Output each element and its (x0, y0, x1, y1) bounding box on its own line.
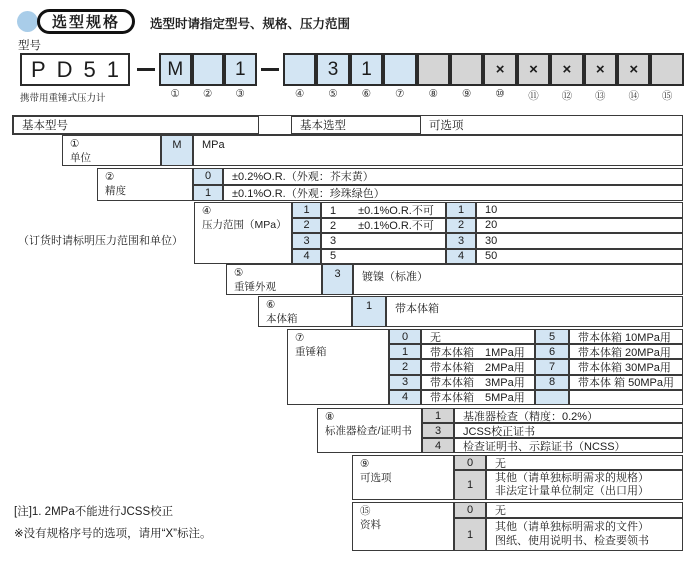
code-cell2-weight_case: 6 (535, 344, 569, 359)
code-cell2-pressure_range: 4 (446, 249, 476, 265)
row-label-weight_case (287, 329, 389, 405)
circled-number-12: ⑫ (561, 90, 573, 102)
value-cell-weight_case: 带本体箱 1MPa用 (421, 344, 535, 359)
value-cell-weight_case: 带本体箱 3MPa用 (421, 375, 535, 390)
value-cell-unit: MPa (193, 135, 683, 166)
value-cell-weight_case: 带本体箱 5MPa用 (421, 390, 535, 405)
circled-number-8: ⑧ (428, 88, 438, 100)
value-cell-pressure_range: 5 (321, 249, 446, 265)
row-title: 重锤外观 (234, 280, 276, 293)
code-cell-weight_case: 0 (389, 329, 421, 344)
value-cell-accuracy: ±0.1%O.R.（外观：珍珠绿色） (223, 185, 683, 202)
code-cell-weight_case: 3 (389, 375, 421, 390)
code-cell-documents: 0 (454, 502, 486, 518)
value-cell2-weight_case: 带本体箱 30MPa用 (569, 359, 683, 374)
header-basic-model: 基本型号 (13, 116, 259, 134)
model-base-code: PD51 (30, 56, 131, 82)
value-cell2-pressure_range: 50 (476, 249, 683, 265)
circled-number-10: ⑩ (495, 88, 505, 100)
model-code-box-14: × (617, 53, 650, 86)
row-number: ⑥ (266, 299, 276, 311)
row-number: ⑧ (325, 411, 335, 423)
model-code-box-2 (192, 53, 225, 86)
code-cell-weight_case: 1 (389, 344, 421, 359)
circled-number-11: ⑪ (528, 90, 539, 102)
value-cell-weight_case: 无 (421, 329, 535, 344)
circled-number-14: ⑭ (628, 90, 639, 102)
value-cell-options: 无 (486, 455, 683, 470)
code-cell2-weight_case (535, 390, 569, 405)
code-cell2-pressure_range: 2 (446, 218, 476, 234)
model-code-box-6: 1 (350, 53, 383, 86)
row-number: ⑨ (360, 458, 370, 470)
circled-number-13: ⑬ (595, 90, 606, 102)
order-note: （订货时请标明压力范围和单位） (18, 235, 183, 247)
header-basic-selection: 基本选型 (291, 116, 421, 134)
model-code-box-8 (417, 53, 450, 86)
model-label: 型号 (18, 40, 41, 52)
model-code-box-1: M (159, 53, 192, 86)
model-base-box (20, 53, 130, 86)
row-number: ⑮ (360, 505, 371, 517)
row-title: 重锤箱 (295, 345, 327, 358)
circled-number-3: ③ (235, 88, 245, 100)
value-cell-pressure_range: 1 ±0.1%O.R.不可 (321, 202, 446, 218)
code-cell-weight_case: 2 (389, 359, 421, 374)
model-code-box-13: × (584, 53, 617, 86)
value-cell2-weight_case: 带本体箱 10MPa用 (569, 329, 683, 344)
circled-number-7: ⑦ (395, 88, 405, 100)
row-number: ⑦ (295, 332, 305, 344)
row-title: 本体箱 (266, 312, 298, 325)
value-cell-pressure_range: 3 (321, 233, 446, 249)
value-cell-weight_finish: 镀镍（标准） (353, 264, 683, 295)
code-cell2-weight_case: 5 (535, 329, 569, 344)
model-code-box-9 (450, 53, 483, 86)
row-title: 可选项 (360, 471, 392, 484)
model-code-box-4 (283, 53, 316, 86)
value-cell-weight_case: 带本体箱 2MPa用 (421, 359, 535, 374)
model-dash-icon (137, 68, 155, 71)
value-cell2-pressure_range: 30 (476, 233, 683, 249)
circled-number-9: ⑨ (461, 88, 472, 100)
model-base-caption: 携带用重锤式压力计 (20, 93, 106, 104)
code-cell-options: 0 (454, 455, 486, 470)
value-cell2-pressure_range: 10 (476, 202, 683, 218)
section-badge (37, 9, 135, 34)
value-cell-documents: 无 (486, 502, 683, 518)
row-label-documents (352, 502, 454, 551)
code-cell2-weight_case: 8 (535, 375, 569, 390)
row-title: 标准器检查/证明书 (325, 424, 412, 437)
circled-number-6: ⑥ (361, 88, 372, 100)
circled-number-1: ① (170, 88, 180, 100)
value-cell2-weight_case (569, 390, 683, 405)
row-title: 精度 (105, 184, 126, 197)
row-label-main_case (258, 296, 352, 327)
code-cell2-pressure_range: 3 (446, 233, 476, 249)
header-options-label: 可选项 (429, 120, 464, 132)
code-cell-std_inspection: 4 (422, 438, 454, 453)
code-cell-std_inspection: 1 (422, 408, 454, 423)
model-code-box-3: 1 (224, 53, 257, 86)
code-cell-documents: 1 (454, 518, 486, 551)
code-cell-options: 1 (454, 470, 486, 500)
circled-number-2: ② (203, 88, 213, 100)
row-title: 单位 (70, 151, 91, 164)
table-header-band (12, 115, 683, 135)
row-number: ④ (202, 205, 212, 217)
circled-number-4: ④ (294, 88, 305, 100)
model-dash-icon (261, 68, 279, 71)
value-cell-std_inspection: JCSS校正证书 (454, 423, 683, 438)
value-cell2-pressure_range: 20 (476, 218, 683, 234)
circled-number-15: ⑮ (661, 90, 673, 102)
code-cell-weight_case: 4 (389, 390, 421, 405)
value-cell-options (486, 470, 683, 500)
row-label-weight_finish (226, 264, 322, 295)
row-number: ⑤ (234, 267, 244, 279)
value-cell2-weight_case: 带本体箱 20MPa用 (569, 344, 683, 359)
row-number: ② (105, 171, 115, 183)
code-cell2-pressure_range: 1 (446, 202, 476, 218)
footnote-x: ※没有规格序号的选项，请用“X”标注。 (14, 528, 212, 540)
row-label-accuracy (97, 168, 193, 201)
code-cell-unit: M (161, 135, 193, 166)
value-text: 其他（请单独标明需求的规格） 非法定计量单位制定（出口用） (495, 471, 649, 497)
row-label-pressure_range (194, 202, 292, 264)
section-badge-label: 选型规格 (51, 14, 120, 31)
code-cell2-weight_case: 7 (535, 359, 569, 374)
value-text: 其他（请单独标明需求的文件） 图纸、使用说明书、检查要领书 (495, 521, 649, 547)
value-cell-accuracy: ±0.2%O.R.（外观：芥末黄） (223, 168, 683, 185)
value-cell-pressure_range: 2 ±0.1%O.R.不可 (321, 218, 446, 234)
row-title: 压力范围（MPa） (202, 218, 287, 231)
value-cell-std_inspection: 检查证明书、示踪证书（NCSS） (454, 438, 683, 453)
row-label-options (352, 455, 454, 500)
row-label-std_inspection (317, 408, 422, 453)
code-cell-accuracy: 1 (193, 185, 223, 202)
model-code-box-11: × (517, 53, 550, 86)
model-code-box-12: × (550, 53, 583, 86)
code-cell-pressure_range: 3 (292, 233, 321, 249)
circled-number-5: ⑤ (328, 88, 338, 100)
value-cell-main_case: 带本体箱 (386, 296, 683, 327)
code-cell-accuracy: 0 (193, 168, 223, 185)
accent-dot-icon (17, 11, 38, 32)
code-cell-main_case: 1 (352, 296, 386, 327)
row-number: ① (70, 138, 80, 150)
code-cell-pressure_range: 1 (292, 202, 321, 218)
model-code-box-10: × (483, 53, 516, 86)
model-code-box-7 (383, 53, 416, 86)
value-cell-std_inspection: 基准器检查（精度：0.2%） (454, 408, 683, 423)
row-title: 资料 (360, 518, 381, 531)
footnote-jcss: [注]1. 2MPa不能进行JCSS校正 (14, 506, 174, 518)
code-cell-pressure_range: 4 (292, 249, 321, 265)
model-code-box-15 (650, 53, 683, 86)
value-cell2-weight_case: 带本体 箱 50MPa用 (569, 375, 683, 390)
code-cell-std_inspection: 3 (422, 423, 454, 438)
model-code-box-5: 3 (316, 53, 349, 86)
section-subtitle: 选型时请指定型号、规格、压力范围 (150, 17, 351, 31)
value-cell-documents (486, 518, 683, 551)
row-label-unit (62, 135, 161, 166)
code-cell-weight_finish: 3 (322, 264, 353, 295)
code-cell-pressure_range: 2 (292, 218, 321, 234)
